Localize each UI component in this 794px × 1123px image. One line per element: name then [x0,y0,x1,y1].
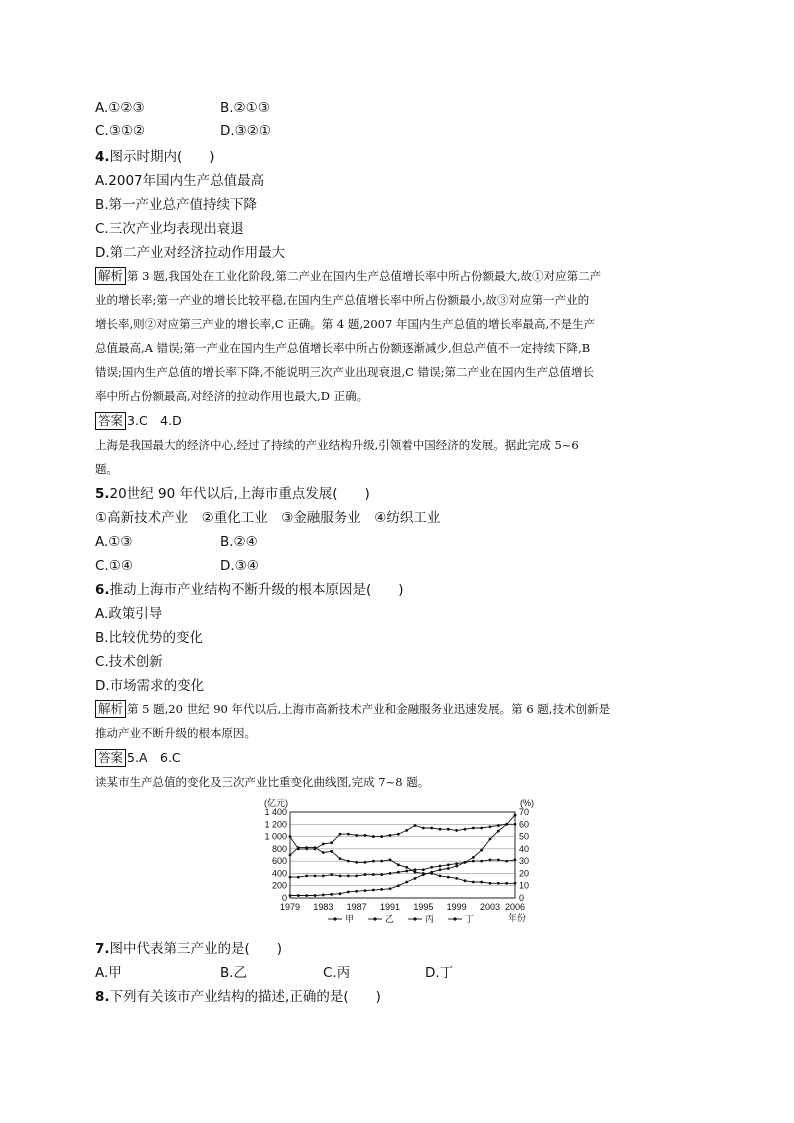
data-point-丙 [414,868,417,871]
q7-number: 7. [95,941,110,957]
solution-tag: 解析 [95,267,126,285]
data-point-丙 [305,874,308,877]
data-point-丁 [314,894,317,897]
legend-label-乙: 乙 [385,914,395,924]
data-point-乙 [497,882,500,885]
data-point-乙 [439,874,442,877]
data-point-乙 [455,877,458,880]
data-point-丙 [364,873,367,876]
data-point-乙 [330,850,333,853]
data-point-丙 [372,873,375,876]
x-tick-label: 1979 [279,902,301,912]
q6-stem [95,579,404,601]
data-point-丁 [389,887,392,890]
y-left-tick-label: 200 [271,880,287,891]
data-point-丙 [497,859,500,862]
data-point-乙 [380,860,383,863]
data-point-丁 [430,871,433,874]
data-point-乙 [297,846,300,849]
q7-option-a: A.甲 [95,965,122,981]
data-point-乙 [289,854,292,857]
solution-text: 第 3 题,我国处在工业化阶段,第二产业在国内生产总值增长率中所占份额最大,故①对应第二产 [127,269,602,283]
y-right-tick-label: 50 [519,831,530,842]
answer-tag: 答案 [95,749,126,767]
solution-1-line-2: 业的增长率;第一产业的增长比较平稳,在国内生产总值增长率中所占份额最小,故③对应第一产业的 [95,293,590,307]
intro-7-8: 读某市生产总值的变化及三次产业比重变化曲线图,完成 7~8 题。 [95,775,430,789]
q6-text: 推动上海市产业结构不断升级的根本原因是( ) [109,582,404,598]
q5-option-a: A.①③ [95,534,133,550]
intro-5-6-line-1: 上海是我国最大的经济中心,经过了持续的产业结构升级,引领着中国经济的发展。据此完成 5~6 [95,438,579,452]
data-point-甲 [347,833,350,836]
data-point-甲 [430,827,433,830]
data-point-甲 [514,823,517,826]
data-point-丙 [430,866,433,869]
data-point-乙 [447,876,450,879]
q4-stem [95,146,215,168]
data-point-丙 [339,874,342,877]
solution-1-line-6: 率中所占份额最高,对经济的拉动作用也最大,D 正确。 [95,389,369,403]
data-point-丙 [489,859,492,862]
q4-number: 4. [95,149,110,165]
data-point-甲 [380,835,383,838]
answer-tag: 答案 [95,412,126,430]
x-tick-label: 2003 [479,902,501,912]
data-point-乙 [355,861,358,864]
data-point-丙 [447,863,450,866]
solution-2-line-1 [95,698,610,720]
data-point-甲 [472,827,475,830]
q5-option-c: C.①④ [95,558,133,574]
data-point-丙 [297,876,300,879]
legend-marker-甲 [333,917,336,920]
data-point-丁 [405,881,408,884]
y-right-tick-label: 40 [519,843,530,854]
data-point-乙 [389,859,392,862]
data-point-丙 [514,859,517,862]
q6-option-a: A.政策引导 [95,606,163,622]
data-point-丙 [455,862,458,865]
data-point-乙 [514,882,517,885]
gdp-industry-chart [260,796,560,931]
x-tick-label: 1983 [313,902,334,912]
x-tick-label: 1987 [346,902,367,912]
y-right-tick-label: 60 [519,819,530,830]
q8-text: 下列有关该市产业结构的描述,正确的是( ) [109,989,381,1005]
data-point-乙 [364,861,367,864]
data-point-丙 [505,860,508,863]
data-point-丙 [480,860,483,863]
y-right-tick-label: 0 [519,893,525,903]
data-point-甲 [372,835,375,838]
data-point-甲 [289,835,292,838]
data-point-丁 [464,861,467,864]
solution-1-line-5: 错误;国内生产总值的增长率下降,不能说明三次产业出现衰退,C 错误;第二产业在国内生产总值增长 [95,365,595,379]
data-point-乙 [489,882,492,885]
data-point-乙 [505,882,508,885]
data-point-丁 [505,823,508,826]
q6-option-b: B.比较优势的变化 [95,630,204,646]
q7-text: 图中代表第三产业的是( ) [109,941,283,957]
solution-1-line-1 [95,265,601,287]
data-point-乙 [314,846,317,849]
data-point-乙 [464,879,467,882]
solution-text: 第 5 题,20 世纪 90 年代以后,上海市高新技术产业和金融服务业迅速发展。第 6 题,技术创新是 [127,702,610,716]
data-point-丁 [347,890,350,893]
data-point-丁 [289,894,292,897]
data-point-丁 [414,877,417,880]
data-point-丁 [455,865,458,868]
data-point-丙 [322,874,325,877]
q5-number: 5. [95,486,110,502]
q5-stem [95,483,370,505]
q3-option-b: B.②①③ [220,100,270,116]
data-point-甲 [364,834,367,837]
legend-label-丁: 丁 [465,914,475,924]
intro-5-6-line-2: 题。 [95,462,118,476]
answer-2 [95,747,181,769]
legend-marker-丁 [453,917,456,920]
q5-text: 20世纪 90 年代以后,上海市重点发展( ) [109,486,370,502]
data-point-丁 [472,856,475,859]
y-left-tick-label: 1 200 [264,819,287,830]
data-point-甲 [439,828,442,831]
data-point-甲 [422,827,425,830]
data-point-丁 [305,894,308,897]
data-point-甲 [489,825,492,828]
y-right-tick-label: 70 [519,807,530,817]
solution-tag: 解析 [95,700,126,718]
y-right-tick-label: 20 [519,868,530,879]
x-tick-label: 2006 [504,902,526,912]
data-point-丙 [380,873,383,876]
data-point-甲 [497,824,500,827]
data-point-丙 [405,870,408,873]
solution-1-line-4: 总值最高,A 错误;第一产业在国内生产总值增长率中所占份额逐渐减少,但总产值不一定持续下降,B [95,341,591,355]
data-point-甲 [389,834,392,837]
y-left-tick-label: 0 [281,893,287,903]
q5-option-b: B.②④ [220,534,258,550]
data-point-丙 [397,871,400,874]
data-point-甲 [447,828,450,831]
data-point-乙 [414,871,417,874]
q4-option-b: B.第一产业总产值持续下降 [95,197,258,213]
data-point-丁 [514,814,517,817]
data-point-丙 [389,872,392,875]
data-point-丙 [472,860,475,863]
data-point-丁 [480,849,483,852]
y-right-tick-label: 10 [519,880,530,891]
data-point-乙 [480,881,483,884]
plot-frame [290,812,515,898]
legend-label-甲: 甲 [345,914,355,924]
data-point-乙 [472,881,475,884]
q3-option-c: C.③①② [95,123,146,139]
data-point-甲 [339,833,342,836]
data-point-丁 [330,893,333,896]
x-tick-label: 1991 [379,902,401,912]
q6-option-c: C.技术创新 [95,654,163,670]
q5-option-d: D.③④ [220,558,259,574]
q3-option-d: D.③②① [220,123,271,139]
data-point-乙 [397,863,400,866]
series-line-丙 [290,860,515,877]
q6-number: 6. [95,582,110,598]
data-point-丙 [289,876,292,879]
y-left-tick-label: 800 [271,843,287,854]
q4-option-d: D.第二产业对经济拉动作用最大 [95,245,286,261]
y-left-tick-label: 400 [271,868,287,879]
solution-1-line-3: 增长率,则②对应第三产业的增长率,C 正确。第 4 题,2007 年国内生产总值的增长率最高,不是生产 [95,317,596,331]
solution-2-line-2: 推动产业不断升级的根本原因。 [95,726,256,740]
x-axis-label: 年份 [507,913,527,923]
data-point-丁 [380,888,383,891]
data-point-乙 [305,846,308,849]
answer-text: 3.C 4.D [127,413,182,428]
y-left-tick-label: 1 000 [264,831,287,842]
data-point-丙 [422,868,425,871]
data-point-乙 [405,866,408,869]
data-point-乙 [322,851,325,854]
data-point-丁 [447,867,450,870]
data-point-丁 [397,884,400,887]
data-point-甲 [480,827,483,830]
x-tick-label: 1999 [446,902,467,912]
data-point-丁 [297,894,300,897]
q4-option-c: C.三次产业均表现出衰退 [95,221,244,237]
y-left-tick-label: 600 [271,856,287,867]
q7-stem [95,938,282,960]
legend-marker-乙 [373,917,376,920]
y-right-tick-label: 30 [519,856,530,867]
data-point-丁 [489,838,492,841]
data-point-丙 [439,865,442,868]
legend-label-丙: 丙 [425,914,435,924]
data-point-乙 [372,860,375,863]
data-point-丁 [372,889,375,892]
x-tick-label: 1995 [413,902,434,912]
answer-1 [95,410,182,432]
data-point-丁 [322,894,325,897]
data-point-丙 [347,874,350,877]
q8-number: 8. [95,989,110,1005]
data-point-甲 [405,829,408,832]
q4-option-a: A.2007年国内生产总值最高 [95,173,265,189]
data-point-甲 [322,843,325,846]
data-point-甲 [355,834,358,837]
data-point-丁 [497,830,500,833]
data-point-丙 [314,874,317,877]
data-point-乙 [347,860,350,863]
q7-option-c: C.丙 [323,965,351,981]
data-point-甲 [464,828,467,831]
data-point-丙 [330,873,333,876]
legend-marker-丙 [413,917,416,920]
data-point-甲 [414,824,417,827]
data-point-甲 [397,833,400,836]
data-point-丁 [355,890,358,893]
q4-text: 图示时期内( ) [109,149,215,165]
y-left-tick-label: 1 400 [264,807,287,817]
data-point-乙 [339,857,342,860]
data-point-甲 [455,829,458,832]
y-left-unit: (亿元) [264,798,288,808]
q6-option-d: D.市场需求的变化 [95,678,205,694]
q5-items: ①高新技术产业 ②重化工业 ③金融服务业 ④纺织工业 [95,510,441,526]
q7-option-b: B.乙 [220,965,248,981]
q7-option-d: D.丁 [425,965,454,981]
data-point-甲 [330,841,333,844]
data-point-丙 [355,874,358,877]
data-point-丁 [364,889,367,892]
data-point-丁 [439,868,442,871]
q8-stem [95,986,381,1008]
data-point-丁 [339,892,342,895]
y-right-unit: (%) [520,798,534,808]
data-point-丁 [422,873,425,876]
q3-option-a: A.①②③ [95,100,145,116]
answer-text: 5.A 6.C [127,750,181,765]
